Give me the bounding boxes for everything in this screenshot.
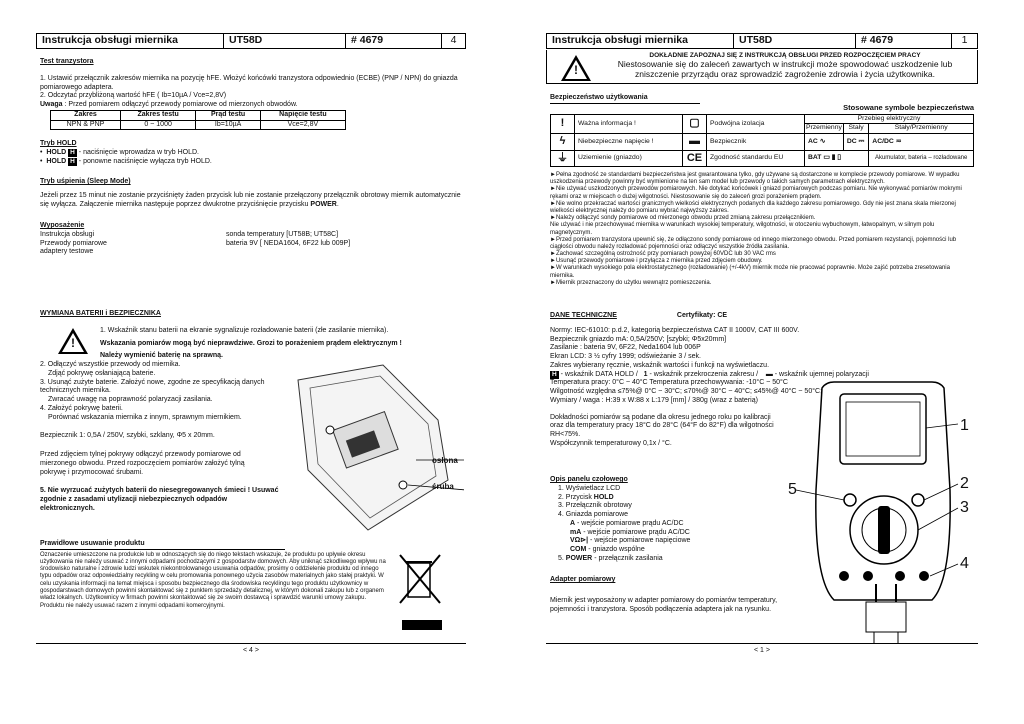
adapter-title: Adapter pomiarowy (550, 576, 616, 583)
callout-4: 4 (960, 555, 969, 572)
transistor-table (50, 110, 346, 131)
double-insulation-icon: ▢ (683, 115, 707, 134)
crossed-bin-icon (398, 553, 442, 609)
sine-icon: ∿ (819, 137, 826, 145)
panel-item-text: Przełącznik obrotowy (565, 502, 632, 510)
tech-humidity: Wilgotność względna ≤75%@ 0°C ~ 30°C; ≤70%@ 30°C ~ 40°C; ≤45%@ 40°C ~ 50°C; (550, 388, 823, 395)
socket-item (570, 520, 788, 529)
indicator-overload: - wskaźnik przekroczenia zakresu / (647, 370, 759, 378)
safety-bullet: ►Miernik przeznaczony do użytku wewnątrz pomieszczenia. (550, 279, 712, 286)
ac-header: Przemienny (805, 124, 842, 132)
panel-item (558, 511, 788, 520)
transistor-title: Test tranzystora (40, 58, 94, 65)
info-icon: ! (551, 115, 575, 134)
sleep-section (40, 178, 462, 209)
th-range: Zakres (51, 110, 121, 120)
left-page (36, 0, 466, 724)
warning-triangle-icon: ! (561, 55, 591, 81)
socket-name: VΩ (570, 537, 581, 545)
acdc-label: AC/DC (872, 137, 894, 145)
header-title: Instrukcja obsługi miernika (547, 34, 734, 48)
callout-5: 5 (788, 481, 797, 498)
header-code: # 4679 (856, 34, 952, 48)
equipment-item: Instrukcja obsługi (40, 230, 95, 238)
disposal-text: Oznaczenie umieszczone na produkcie lub w odnoszących się do niego tekstach wskazuje, że produktu po upływie okresu użytkowania nie należy usuwać z innymi odpadami pochodzącymi z gospodarstw domowych. Aby uniknąć szkodliwego wpływu na środowisko naturalne i zdrowie ludzi wskutek niekontrolowanego usuwania odpadów, prosimy o oddzielenie produktu od innego typu odpadów oraz odpowiedzialny recykling w celu promowania ponownego użycia zasobów materialnych jako stałej praktyki. W celu uzyskania informacji na temat miejsca i sposobu bezpiecznego dla środowiska recyklingu tego produktu użytkownicy w gospodarstwach domowych powinni skontaktować się z punktem sprzedaży detalicznej, w którym dokonali zakupu lub z organem władz lokalnych. Użytkownicy w firmach powinni skontaktować się ze swoim dostawcą i sprawdzić warunki umowy zakupu. Produktu nie należy usuwać razem z innymi odpadami komercyjnymi. (40, 551, 386, 609)
tech-line: Normy: IEC-61010: p.d.2, kategorią bezpieczeństwa CAT II 1000V, CAT III 600V. (550, 326, 800, 334)
equipment-item: Przewody pomiarowe (40, 239, 107, 247)
ac-symbol (805, 133, 844, 150)
battery-icon: ▭ ▮ ▯ (823, 154, 842, 162)
battery-p3: 3. Usunąć zużyte baterie. Założyć nowe, zgodne ze specyfikacją danych technicznych miernika. (40, 378, 265, 395)
battery-low-label: Akumulator, bateria – rozładowane (869, 150, 974, 167)
dc-header: Stały (843, 124, 868, 133)
hold-text: - ponowne naciśnięcie wyłącza tryb HOLD. (76, 157, 212, 165)
symbol-label: Ważna informacja ! (575, 115, 683, 134)
socket-desc: - wejście pomiarowe prądu AC/DC (575, 519, 684, 527)
panel-item-text: Wyświetlacz LCD (565, 484, 621, 492)
battery-symbol (805, 150, 869, 167)
acdc-icon: ≂ (895, 137, 902, 145)
warning-triangle-icon: ! (58, 328, 88, 354)
header-model: UT58D (224, 34, 346, 48)
acdc-symbol (869, 133, 974, 150)
safety-bullet: ►Nie wolno przekraczać wartości granicznych wielkości elektrycznych podanych dla każdego zakresu pomiarowego. Gdy nie jest znana skala mierzonej wielkości elektrycznej należy do pomiaru wybrać najwyższy zakres. (550, 200, 956, 214)
hold-indicator-icon: H (552, 370, 557, 378)
panel-item (558, 485, 788, 494)
transistor-section (40, 58, 462, 130)
socket-item (570, 529, 788, 538)
panel-item-number: 2. (558, 493, 564, 501)
symbol-label: Zgodność standardu EU (707, 150, 805, 167)
transistor-note (40, 101, 462, 110)
socket-item (570, 546, 788, 555)
current-type-header: Przebieg elektryczny (805, 115, 974, 124)
note-label: Uwaga (40, 101, 63, 108)
header-page: 1 (961, 34, 968, 47)
tech-cert: Certyfikaty: CE (676, 312, 728, 319)
dc-label: DC (846, 137, 857, 145)
sleep-power: POWER (310, 200, 337, 208)
socket-desc: - wejście pomiarowe napięciowe (588, 537, 691, 545)
battery-p1b: Wskazania pomiarów mogą być nieprawdziwe. Grozi to porażeniem prądem elektrycznym ! (100, 339, 402, 347)
equipment-row (40, 231, 462, 240)
warning-line-1: DOKŁADNIE ZAPOZNAJ SIĘ Z INSTRUKCJĄ OBSŁUGI PRZED ROZPOCZĘCIEM PRACY (649, 52, 921, 59)
socket-name: A (570, 519, 576, 527)
tech-line: Zakres wybierany ręcznie, wskaźnik wartości i funkcji na wyświetlaczu. (550, 361, 770, 369)
left-footer: < 4 > (36, 643, 466, 656)
negative-indicator-icon: ▬ (765, 370, 773, 378)
battery-diagram-image (288, 360, 464, 540)
tech-line: Bezpiecznik gniazdo mA: 0,5A/250V; [szybki; Φ5x20mm] (550, 335, 727, 343)
safety-bullet: ►Przed pomiarem tranzystora upewnić się, że odłączono sondy pomiarowe od innego mierzonego obwodu. Przed pomiarem rezystancji, pojemności lub ciągłości obwodu należy rozładować pojemności oraz odłączyć wszystkie źródła zasilania. (550, 236, 957, 250)
acdc-header: Stały/Przemienny (869, 124, 974, 133)
multimeter-diagram-image (782, 380, 978, 650)
sleep-text (40, 192, 462, 210)
battery-p3b: Zwracać uwagę na poprawność polaryzacji zasilania. (48, 396, 213, 403)
tech-line: Ekran LCD: 3 ½ cyfry 1999; odświeżanie 3 / sek. (550, 353, 701, 360)
panel-item-number: 4. (558, 511, 564, 518)
safety-bullet: ►Nie używać uszkodzonych przewodów pomiarowych. Nie dotykać końcówek i gniazd pomiarowych podczas pomiaru. Nie wykonywać pomiarów mokrymi rękami oraz w miejscach o dużej wilgotności. Niestosowanie się do zaleceń grozi porażeniem prądem. (550, 186, 962, 200)
indicator-negative: - wskaźnik ujemnej polaryzacji (772, 370, 869, 378)
disposal-title: Prawidłowe usuwanie produktu (40, 540, 285, 550)
diode-icon: ⊳| (580, 537, 589, 545)
equipment-item: sonda temperatury [UT58B; UT58C] (226, 230, 339, 238)
tech-line: Zasilanie : bateria 9V, 6F22, Neda1604 lub 006P (550, 344, 701, 352)
voltage-icon: ϟ (551, 133, 575, 150)
equipment-item: adaptery testowe (40, 248, 94, 256)
safety-bullet: ►W warunkach wysokiego pola elektrostatycznego (rozładowanie) (+/-4kV) miernik może nie pracować poprawnie. Może zajść potrzeba zresetowania miernika. (550, 265, 950, 279)
safety-title: Bezpieczeństwo użytkowania (550, 94, 700, 104)
transistor-step-1: 1. Ustawić przełącznik zakresów miernika na pozycję hFE. Włożyć końcówki tranzystora odpowiednio (ECBE) (PNP / NPN) do gniazda pomiarowego adaptera. (40, 74, 458, 91)
panel-item-number: 5. (558, 554, 564, 562)
equipment-row (40, 240, 462, 249)
symbol-label: Niebezpieczne napięcie ! (575, 133, 683, 150)
indicators-line (550, 371, 974, 380)
symbol-label: Bezpiecznik (707, 133, 805, 150)
sleep-end: . (336, 200, 339, 208)
adapter-section (550, 576, 788, 614)
left-header (36, 33, 466, 49)
panel-title: Opis panelu czołowego (550, 476, 628, 483)
panel-item-number: 1. (558, 484, 564, 492)
header-page: 4 (450, 34, 457, 47)
hold-label: HOLD (46, 148, 67, 156)
socket-name: COM (570, 546, 587, 553)
cover-label: osłona (432, 456, 458, 465)
disposal-section (40, 540, 386, 610)
transistor-step-2: 2. Odczytać przybliżoną wartość hFE ( Ib=10µA / Vce=2,8V) (40, 92, 227, 100)
hold-icon: H (70, 148, 75, 156)
sleep-body: Jeżeli przez 15 minut nie zostanie przyciśnięty żaden przycisk lub nie zostanie przełączony przełącznik obrotowy miernik automatycznie się wyłącza. Załączenie miernika następuje poprzez dwukrotne przyciśnięcie przycisku (40, 191, 461, 208)
equipment-row (40, 248, 462, 257)
th-test-current: Prąd testu (196, 110, 260, 120)
right-page (546, 0, 978, 724)
ground-icon: ⏚ (551, 150, 575, 167)
warning-line-2: Niestosowanie się do zaleceń zawartych w instrukcji może spowodować uszkodzenie lub zniszczenie przyrządu oraz sprowadzić zagrożenie zdrowia i życia użytkownika. (617, 59, 953, 79)
symbols-table (550, 114, 974, 167)
tech-header (550, 312, 974, 321)
td-test-range: 0 ~ 1000 (120, 120, 195, 130)
warning-box (546, 50, 978, 84)
tech-dims: Wymiary / waga : H:39 x W:88 x L:179 [mm] / 380g (wraz z baterią) (550, 396, 758, 404)
panel-item-number: 3. (558, 502, 564, 510)
disposal-bar (402, 620, 442, 630)
safety-bullet: ►Należy odłączyć sondy pomiarowe od mierzonego obwodu przed zmianą zakresu przełącznikiem. (550, 215, 816, 222)
tech-title: DANE TECHNICZNE (550, 312, 617, 319)
hold-item: • HOLD H - naciśnięcie wprowadza w tryb HOLD. (40, 148, 199, 156)
battery-p4b: Porównać wskazania miernika z innym, sprawnym miernikiem. (48, 413, 242, 421)
hold-item: • HOLD H - ponowne naciśnięcie wyłącza tryb HOLD. (40, 157, 212, 165)
socket-name: mA (570, 528, 582, 536)
panel-item-bold: HOLD (593, 493, 614, 501)
callout-2: 2 (960, 475, 969, 492)
safety-bullets (550, 172, 974, 287)
battery-title: WYMIANA BATERII i BEZPIECZNIKA (40, 310, 161, 317)
symbol-label: Podwójna izolacja (707, 115, 805, 134)
hold-text: - naciśnięcie wprowadza w tryb HOLD. (76, 148, 199, 156)
overload-indicator-icon: 1 (643, 370, 648, 378)
battery-p2b: Zdjąć pokrywę osłaniającą baterie. (48, 369, 156, 377)
symbols-title: Stosowane symbole bezpieczeństwa (843, 103, 974, 112)
safety-bullet: ►Usunąć przewody pomiarowe i przyłącza z miernika przed zdjęciem obudowy. (550, 258, 763, 265)
battery-p1c: Należy wymienić baterię na sprawną. (100, 352, 223, 360)
battery-p1: 1. Wskaźnik stanu baterii na ekranie sygnalizuje rozładowanie baterii (złe zasilanie miernika). (100, 326, 389, 334)
indicator-hold: - wskaźnik DATA HOLD / (558, 370, 638, 378)
tech-temp: Temperatura pracy: 0°C ~ 40°C Temperatura przechowywania: -10°C ~ 50°C (550, 379, 788, 387)
tech-accuracy: Dokładności pomiarów są podane dla okresu jednego roku po kalibracji oraz dla temperatury pracy 18°C do 28°C (64°F do 82°F) dla wilgotności RH<75%. (550, 413, 774, 438)
battery-p4: 4. Założyć pokrywę baterii. (40, 404, 123, 412)
dc-line-icon: ⎓ (858, 137, 865, 145)
battery-fuse: Bezpiecznik 1: 0,5A / 250V, szybki, szklany, Φ5 x 20mm. (40, 432, 215, 440)
th-test-range: Zakres testu (120, 110, 195, 120)
sleep-title: Tryb uśpienia (Sleep Mode) (40, 178, 131, 185)
note-text: : Przed pomiarem odłączyć przewody pomiarowe od mierzonych obwodów. (62, 101, 298, 108)
th-test-voltage: Napięcie testu (260, 110, 345, 120)
screw-label: śruba (432, 482, 454, 491)
equipment-item: bateria 9V [ NEDA1604, 6F22 lub 009P] (226, 239, 351, 247)
hold-label: HOLD (46, 157, 67, 165)
safety-bullet: ►Pełna zgodność ze standardami bezpieczeństwa jest gwarantowana tylko, gdy używane są dostarczone w komplecie przewody pomiarowe. W wypadku uszkodzenia przewody powinny być wymienione na ten sam model lub przewody o takich samych parametrach elektrycznych. (550, 172, 960, 186)
panel-item (558, 494, 788, 503)
hold-icon: H (70, 157, 75, 165)
safety-bullet: Nie używać i nie przechowywać miernika w warunkach wysokiej temperatury, wilgotności, w otoczeniu wybuchowym, łatwopalnym, w silnym polu magnetycznym. (550, 222, 935, 236)
header-model: UT58D (734, 34, 856, 48)
equipment-title: Wyposażenie (40, 222, 85, 229)
socket-item (570, 537, 788, 546)
fuse-icon: ▬ (683, 133, 707, 150)
socket-desc: - gniazdo wspólne (586, 546, 645, 553)
header-title: Instrukcja obsługi miernika (37, 34, 224, 48)
battery-p5: Przed zdjęciem tylnej pokrywy odłączyć przewody pomiarowe od mierzonego obwodu. Przed rozpoczęciem pomiarów założyć tylną pokrywę i przymocować śrubami. (40, 451, 245, 476)
ce-icon: CE (683, 150, 707, 167)
panel-section (550, 476, 788, 564)
right-header (546, 33, 978, 49)
callout-3: 3 (960, 499, 969, 516)
panel-item-text: Gniazda pomiarowe (565, 511, 629, 518)
td-test-current: Ib=10µA (196, 120, 260, 130)
socket-desc: - wejście pomiarowe prądu AC/DC (581, 528, 690, 536)
panel-item-text: Przycisk (565, 493, 594, 501)
header-code: # 4679 (346, 34, 442, 48)
equipment-section (40, 222, 462, 257)
dc-symbol (843, 133, 868, 150)
td-range: NPN & PNP (51, 120, 121, 130)
symbol-label: Uziemienie (gniazdo) (575, 150, 683, 167)
bat-label: BAT (808, 154, 822, 162)
adapter-text: Miernik jest wyposażony w adapter pomiarowy do pomiarów temperatury, pojemności i tranzystora. Sposób podłączenia adaptera jak na rysunku. (550, 596, 778, 613)
panel-item-bold: POWER (565, 554, 593, 562)
td-test-voltage: Vce=2,8V (260, 120, 345, 130)
right-footer: < 1 > (546, 643, 978, 656)
tech-tempcoef: Współczynnik temperaturowy 0,1x / °C. (550, 439, 672, 447)
safety-bullet: ►Zachować szczególną ostrożność przy pomiarach powyżej 60VDC lub 30 VAC rms (550, 251, 776, 258)
warning-text (595, 52, 975, 80)
battery-p6: 5. Nie wyrzucać zużytych baterii do niesegregowanych śmieci ! Usuwać zgodnie z zasadami utylizacji niebezpiecznych odpadów elektronicznych. (40, 487, 279, 512)
panel-item (558, 502, 788, 511)
hold-title: Tryb HOLD (40, 140, 77, 147)
hold-section (40, 140, 462, 166)
panel-item (558, 555, 788, 564)
battery-p2: 2. Odłączyć wszystkie przewody od miernika. (40, 361, 181, 368)
panel-item-text: - przełącznik zasilania (592, 554, 663, 562)
callout-1: 1 (960, 417, 969, 434)
ac-label: AC (808, 137, 818, 145)
